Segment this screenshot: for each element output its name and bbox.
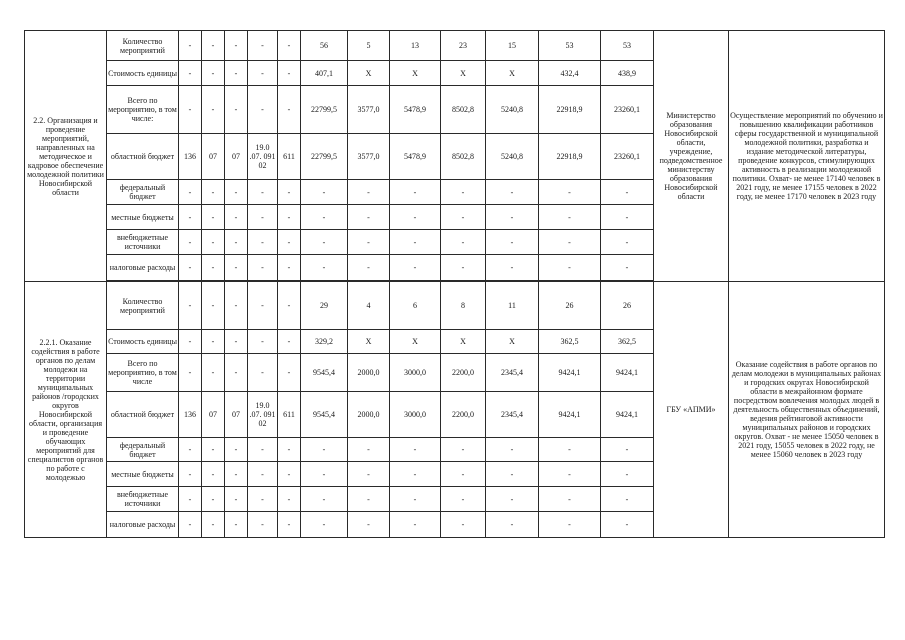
code-cell: 07 <box>225 134 248 180</box>
code-cell: 136 <box>179 134 202 180</box>
row-label-total: Всего по мероприятию, в том числе <box>107 354 179 392</box>
cell-value: 329,2 <box>301 330 348 354</box>
cell-value: 9424,1 <box>601 392 654 438</box>
cell-value: 362,5 <box>601 330 654 354</box>
table-row: Всего по мероприятию, в том числе: - - - - - 22799,5 3577,0 5478,9 8502,8 5240,8 22918,9 23260,1 <box>25 86 885 134</box>
table-row: налоговые расходы - - - - - - - - - - - - <box>25 512 885 538</box>
cell-value: 23 <box>441 31 486 61</box>
cell-value: 5478,9 <box>390 134 441 180</box>
cell-value: 9545,4 <box>301 354 348 392</box>
cell-value: 29 <box>301 282 348 330</box>
cell-value: 2000,0 <box>348 392 390 438</box>
cell-value: 8 <box>441 282 486 330</box>
table-row: 2.2. Организация и проведение мероприятий, направленных на методическое и кадровое обеспечение молодежной политики Новосибирской области Количество мероприятий - - - - - 56 5 13 23 15 53 53 Министерство образования Новосибирской области, учреждение, подведомственное министерству образования Новосибирской области Осуществление мероприятий по обучению и повышению квалификации работников сферы государственной и муниципальной молодежной политики, разработка и издание методической литературы, проведение конкурсов, стимулирующих активность в реализации молодежной политики. Охват- не менее 17140 человек в 2021 году, не менее 17155 человек в 2022 году, не менее 17170 человек в 2023 году <box>25 31 885 61</box>
table-row: налоговые расходы - - - - - - - - - - - - <box>25 255 885 281</box>
cell-value: 8502,8 <box>441 134 486 180</box>
cell-value: Х <box>486 330 539 354</box>
table-row: внебюджетные источники - - - - - - - - - - - - <box>25 230 885 255</box>
row-label-federal: федеральный бюджет <box>107 180 179 205</box>
program-table <box>24 30 885 538</box>
table-row: 2.2.1. Оказание содействия в работе органов по делам молодежи на территории муниципальных районов /городских округов Новосибирской области, организация и проведение обучающих мероприятий для специалистов органов по работе с молодежью Количество мероприятий - - - - - 29 4 6 8 11 26 26 ГБУ «АПМИ» Оказание содействия в работе органов по делам молодежи в муниципальных районах и городских округах Новосибирской области в межрайонном формате посредством вовлечения молодых людей в деятельность общественных объединений, ведения рейтинговой активности муниципальных районов и городских округов. Охват - не менее 15050 человек в 2021 году, 15055 человек в 2022 году, не менее 15060 человек в 2023 году <box>25 282 885 330</box>
code-cell: 19.0 .07. 091 02 <box>248 392 278 438</box>
block-2-result: Оказание содействия в работе органов по делам молодежи в муниципальных районах и городских округах Новосибирской области в межрайонном формате посредством вовлечения молодых людей в деятельность общественных объединений, ведения рейтинговой активности муниципальных районов и городских округов. Охват - не менее 15050 человек в 2021 году, 15055 человек в 2022 году, не менее 15060 человек в 2023 году <box>729 282 885 538</box>
row-label-regional: областной бюджет <box>107 134 179 180</box>
cell-value: 9424,1 <box>539 354 601 392</box>
cell-value: 53 <box>539 31 601 61</box>
cell-value: 5 <box>348 31 390 61</box>
cell-value: 438,9 <box>601 61 654 86</box>
table-row: Стоимость единицы - - - - - 407,1 Х Х Х Х 432,4 438,9 <box>25 61 885 86</box>
cell-value: 15 <box>486 31 539 61</box>
cell-value: 5240,8 <box>486 86 539 134</box>
cell-value: Х <box>441 330 486 354</box>
block-2-executor: ГБУ «АПМИ» <box>654 282 729 538</box>
cell-value: 13 <box>390 31 441 61</box>
code-cell: 611 <box>278 392 301 438</box>
row-label-regional: областной бюджет <box>107 392 179 438</box>
cell-value: 407,1 <box>301 61 348 86</box>
code-cell: 19.0 .07. 091 02 <box>248 134 278 180</box>
table-row: местные бюджеты - - - - - - - - - - - - <box>25 205 885 230</box>
cell-value: 9424,1 <box>601 354 654 392</box>
cell-value: 26 <box>539 282 601 330</box>
cell-value: 2345,4 <box>486 354 539 392</box>
row-label-extra: внебюджетные источники <box>107 230 179 255</box>
cell-value: 22918,9 <box>539 134 601 180</box>
cell-value: 23260,1 <box>601 86 654 134</box>
cell-value: 22918,9 <box>539 86 601 134</box>
cell-value: 2200,0 <box>441 354 486 392</box>
cell-value: 2200,0 <box>441 392 486 438</box>
row-label-tax: налоговые расходы <box>107 255 179 281</box>
cell-value: 9545,4 <box>301 392 348 438</box>
cell-value: 22799,5 <box>301 134 348 180</box>
row-label-count: Количество мероприятий <box>107 31 179 61</box>
cell-value: 6 <box>390 282 441 330</box>
cell-value: 23260,1 <box>601 134 654 180</box>
row-label-local: местные бюджеты <box>107 462 179 487</box>
cell-value: 3000,0 <box>390 354 441 392</box>
cell-value: 2000,0 <box>348 354 390 392</box>
cell-value: 8502,8 <box>441 86 486 134</box>
table-row: Стоимость единицы - - - - - 329,2 Х Х Х Х 362,5 362,5 <box>25 330 885 354</box>
cell-value: 22799,5 <box>301 86 348 134</box>
cell-value: Х <box>390 61 441 86</box>
block-1-executor: Министерство образования Новосибирской области, учреждение, подведомственное министерству образования Новосибирской области <box>654 31 729 282</box>
block-1-title: 2.2. Организация и проведение мероприятий, направленных на методическое и кадровое обеспечение молодежной политики Новосибирской области <box>25 31 107 282</box>
cell-value: 2345,4 <box>486 392 539 438</box>
cell-value: 5478,9 <box>390 86 441 134</box>
table-row: местные бюджеты - - - - - - - - - - - - <box>25 462 885 487</box>
row-label-unit-cost: Стоимость единицы <box>107 330 179 354</box>
code-cell: 136 <box>179 392 202 438</box>
cell-value: 3000,0 <box>390 392 441 438</box>
block-2-title: 2.2.1. Оказание содействия в работе органов по делам молодежи на территории муниципальных районов /городских округов Новосибирской области, организация и проведение обучающих мероприятий для специалистов органов по работе с молодежью <box>25 282 107 538</box>
cell-value: Х <box>390 330 441 354</box>
table-row: федеральный бюджет - - - - - - - - - - - - <box>25 438 885 462</box>
cell-value: Х <box>486 61 539 86</box>
code-cell: 07 <box>225 392 248 438</box>
row-label-unit-cost: Стоимость единицы <box>107 61 179 86</box>
cell-value: 26 <box>601 282 654 330</box>
row-label-extra: внебюджетные источники <box>107 487 179 512</box>
cell-value: 5240,8 <box>486 134 539 180</box>
row-label-federal: федеральный бюджет <box>107 438 179 462</box>
cell-value: 56 <box>301 31 348 61</box>
block-1-result: Осуществление мероприятий по обучению и повышению квалификации работников сферы государственной и муниципальной молодежной политики, разработка и издание методической литературы, проведение конкурсов, стимулирующих активность в реализации молодежной политики. Охват- не менее 17140 человек в 2021 году, не менее 17155 человек в 2022 году, не менее 17170 человек в 2023 году <box>729 31 885 282</box>
table-row: федеральный бюджет - - - - - - - - - - - - <box>25 180 885 205</box>
table-row: Всего по мероприятию, в том числе - - - - - 9545,4 2000,0 3000,0 2200,0 2345,4 9424,1 9424,1 <box>25 354 885 392</box>
cell-value: 53 <box>601 31 654 61</box>
cell-value: Х <box>348 61 390 86</box>
cell-value: 9424,1 <box>539 392 601 438</box>
cell-value: 4 <box>348 282 390 330</box>
cell-value: 11 <box>486 282 539 330</box>
code-cell: 07 <box>202 392 225 438</box>
row-label-tax: налоговые расходы <box>107 512 179 538</box>
row-label-count: Количество мероприятий <box>107 282 179 330</box>
cell-value: Х <box>348 330 390 354</box>
cell-value: 362,5 <box>539 330 601 354</box>
code-cell: 07 <box>202 134 225 180</box>
cell-value: 432,4 <box>539 61 601 86</box>
cell-value: 3577,0 <box>348 134 390 180</box>
row-label-local: местные бюджеты <box>107 205 179 230</box>
code-cell: 611 <box>278 134 301 180</box>
cell-value: Х <box>441 61 486 86</box>
row-label-total: Всего по мероприятию, в том числе: <box>107 86 179 134</box>
cell-value: 3577,0 <box>348 86 390 134</box>
table-row: внебюджетные источники - - - - - - - - - - - - <box>25 487 885 512</box>
